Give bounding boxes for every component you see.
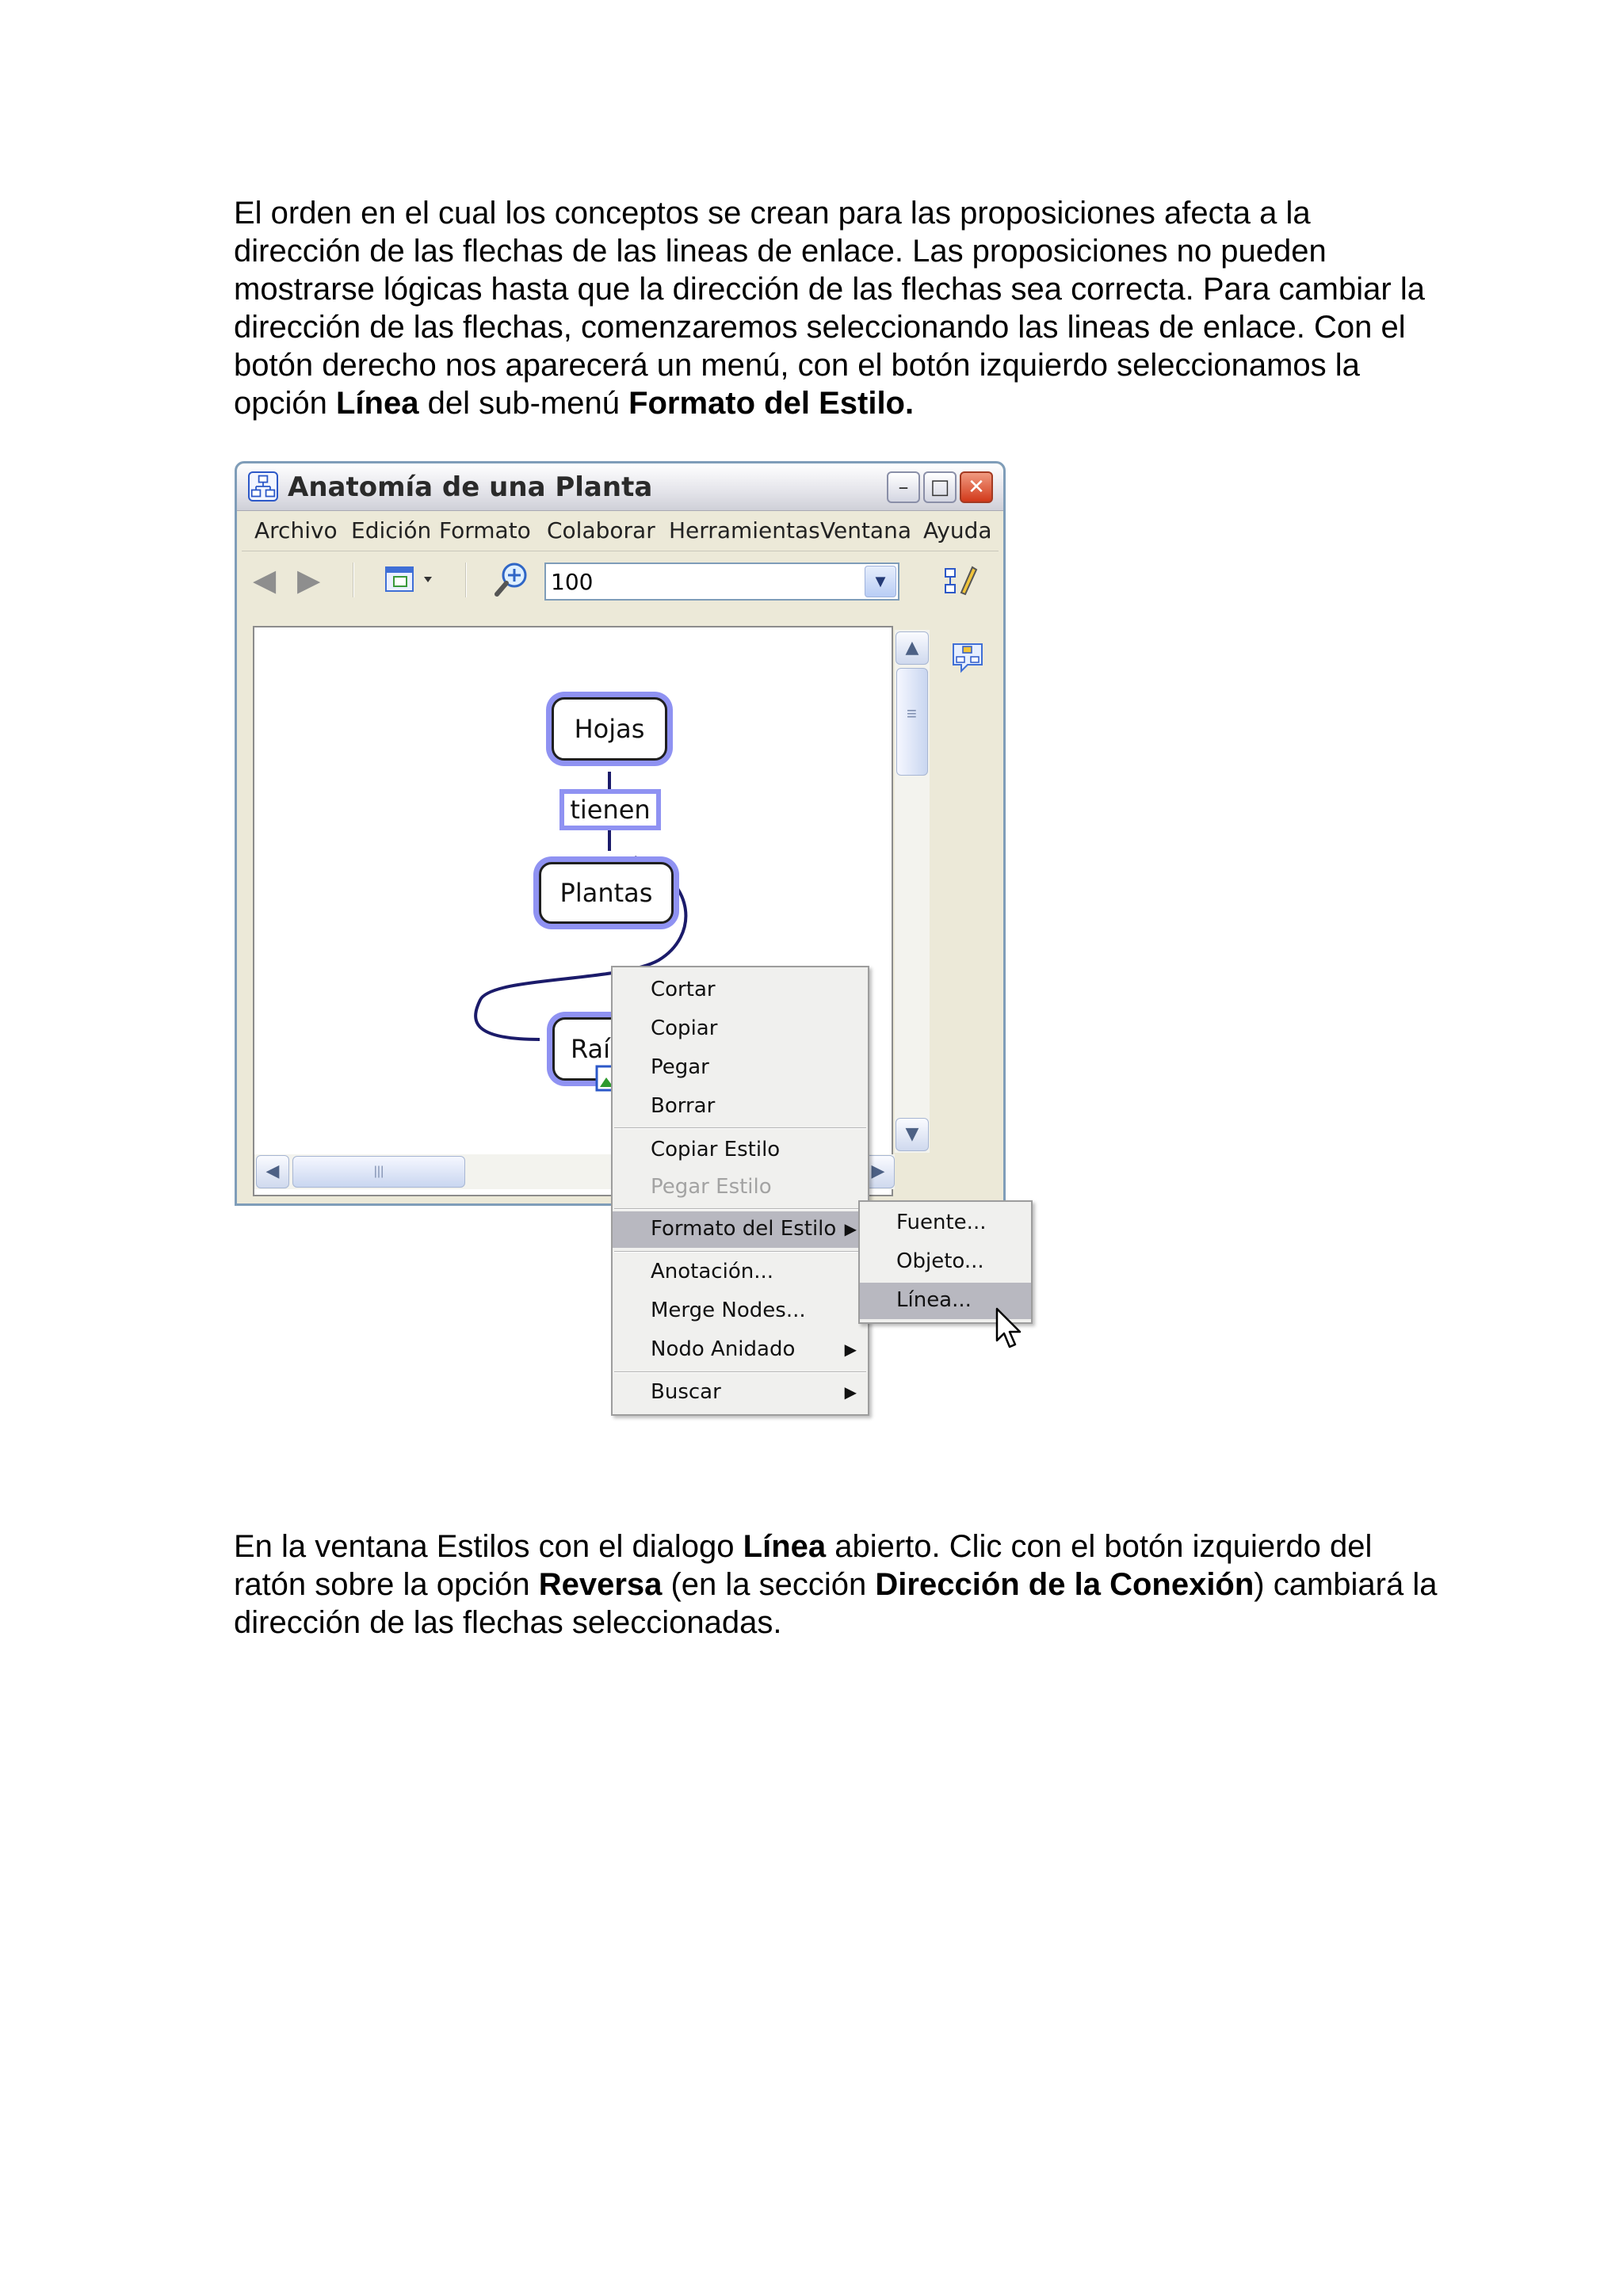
- back-arrow-icon[interactable]: ◀: [253, 563, 277, 597]
- menu-formato[interactable]: Formato: [439, 517, 531, 543]
- menu-ayuda[interactable]: Ayuda: [923, 517, 992, 543]
- para2-text-4: ) cambiará la dirección de las flechas seleccionadas.: [234, 1567, 1438, 1640]
- scroll-left-button[interactable]: ◀: [256, 1155, 289, 1188]
- paragraph-instructions: [234, 1527, 1438, 1642]
- menu-item-pegar[interactable]: [613, 1050, 868, 1086]
- para1-text-1: El orden en el cual los conceptos se crean para las proposiciones afecta a la dirección de las flechas de las lineas de enlace. Las proposiciones no pueden mostrarse lógicas hasta que la dirección de las flechas sea correcta. Para cambiar la dirección de las flechas, comenzaremos seleccionando las lineas de enlace. Con el botón derecho nos aparecerá un menú, con el botón izquierdo seleccionamos la opción: [234, 196, 1425, 421]
- toolbar-separator: [465, 563, 467, 597]
- menu-item-merge-nodes[interactable]: [613, 1293, 868, 1329]
- scroll-up-button[interactable]: ▲: [896, 631, 929, 665]
- para2-text-1: En la ventana Estilos con el dialogo: [234, 1529, 743, 1564]
- menu-item-label: Cortar: [651, 978, 716, 1001]
- menu-item-label: Merge Nodes...: [651, 1299, 806, 1322]
- submenu-item-objeto[interactable]: [860, 1244, 1031, 1280]
- para2-bold-linea: Línea: [743, 1529, 827, 1564]
- format-style-submenu: [858, 1200, 1033, 1324]
- para2-text-2: abierto. Clic con el botón izquierdo del ratón sobre la opción: [234, 1529, 1373, 1602]
- para1-bold-formato: Formato del Estilo.: [628, 386, 915, 421]
- scroll-thumb-horizontal[interactable]: |||: [292, 1156, 465, 1188]
- concept-node-hojas[interactable]: Hojas: [552, 697, 667, 761]
- menu-item-formato-del-estilo[interactable]: [613, 1211, 868, 1248]
- menu-item-label: Copiar: [651, 1016, 718, 1040]
- para2-bold-direccion: Dirección de la Conexión: [875, 1567, 1254, 1602]
- concept-node-plantas[interactable]: Plantas: [539, 862, 674, 924]
- menu-item-copiar[interactable]: [613, 1011, 868, 1047]
- menu-ventana[interactable]: Ventana: [820, 517, 911, 543]
- para1-text-2: del sub-menú: [418, 386, 629, 421]
- menu-item-buscar[interactable]: [613, 1375, 868, 1411]
- toolbar-separator: [353, 563, 354, 597]
- menu-item-label: Copiar Estilo: [651, 1138, 781, 1161]
- menu-herramientas[interactable]: Herramientas: [669, 517, 820, 543]
- toolbar: [242, 551, 999, 608]
- zoom-value: 100: [551, 569, 594, 595]
- zoom-icon[interactable]: [492, 559, 532, 599]
- submenu-item-fuente[interactable]: [860, 1205, 1031, 1241]
- submenu-arrow-icon: ▶: [844, 1383, 857, 1402]
- close-button[interactable]: ✕: [960, 471, 993, 503]
- menu-item-label: Nodo Anidado: [651, 1337, 796, 1361]
- scroll-down-button[interactable]: ▼: [896, 1118, 929, 1151]
- menu-item-pegar-estilo: [613, 1169, 868, 1206]
- menu-item-anotacion[interactable]: [613, 1254, 868, 1291]
- submenu-item-label: Fuente...: [896, 1211, 987, 1234]
- menu-item-cortar[interactable]: [613, 972, 868, 1009]
- menu-item-nodo-anidado[interactable]: [613, 1332, 868, 1368]
- menu-item-label: Pegar: [651, 1055, 709, 1079]
- mouse-cursor-icon: [995, 1307, 1024, 1352]
- style-palette-icon[interactable]: [941, 561, 980, 599]
- cmap-app-icon: [248, 471, 278, 502]
- menu-separator: [614, 1208, 866, 1210]
- menu-edicion[interactable]: Edición: [351, 517, 432, 543]
- menu-separator: [614, 1127, 866, 1129]
- menu-colaborar[interactable]: Colaborar: [547, 517, 655, 543]
- menu-item-label: Pegar Estilo: [651, 1175, 772, 1199]
- minimize-button[interactable]: –: [887, 471, 920, 503]
- title-bar[interactable]: [237, 463, 1003, 511]
- para2-bold-reversa: Reversa: [538, 1567, 663, 1602]
- menu-item-copiar-estilo[interactable]: [613, 1132, 868, 1169]
- submenu-item-label: Línea...: [896, 1288, 972, 1312]
- submenu-arrow-icon: ▶: [844, 1340, 857, 1359]
- scroll-right-button[interactable]: ▶: [861, 1155, 895, 1188]
- menu-archivo[interactable]: Archivo: [254, 517, 338, 543]
- cmap-views-icon[interactable]: [950, 639, 985, 674]
- window-title: Anatomía de una Planta: [288, 471, 653, 503]
- link-label-tienen[interactable]: tienen: [559, 789, 661, 830]
- submenu-arrow-icon: ▶: [844, 1219, 857, 1238]
- menu-item-label: Anotación...: [651, 1260, 773, 1283]
- menu-separator: [614, 1371, 866, 1373]
- menu-item-label: Borrar: [651, 1094, 716, 1118]
- zoom-combobox[interactable]: [544, 563, 899, 601]
- scroll-thumb-vertical[interactable]: [896, 668, 928, 776]
- concept-node-raices[interactable]: Raí: [552, 1017, 647, 1081]
- para2-text-3: (en la sección: [662, 1567, 876, 1602]
- chevron-down-icon[interactable]: ▼: [865, 566, 896, 597]
- vertical-scrollbar[interactable]: [895, 630, 930, 1153]
- menu-item-borrar[interactable]: [613, 1089, 868, 1125]
- maximize-button[interactable]: □: [923, 471, 957, 503]
- grip-icon: ≡: [907, 704, 917, 723]
- paragraph-intro: [234, 194, 1438, 422]
- menu-bar: [242, 514, 999, 546]
- menu-item-label: Formato del Estilo: [651, 1217, 837, 1241]
- menu-item-label: Buscar: [651, 1380, 721, 1404]
- context-menu: [611, 966, 869, 1416]
- para1-bold-linea: Línea: [335, 386, 419, 421]
- view-mode-icon[interactable]: [383, 563, 443, 597]
- menu-separator: [614, 1251, 866, 1253]
- submenu-item-label: Objeto...: [896, 1249, 984, 1273]
- forward-arrow-icon[interactable]: ▶: [297, 563, 321, 597]
